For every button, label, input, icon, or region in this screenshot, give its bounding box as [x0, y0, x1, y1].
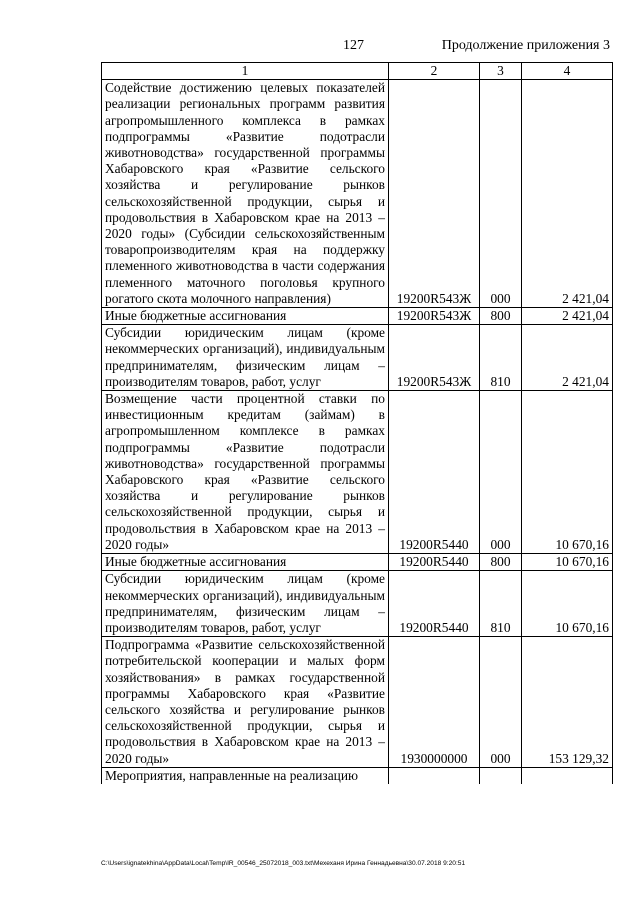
row-description: Иные бюджетные ассигнования — [102, 308, 389, 325]
row-description: Иные бюджетные ассигнования — [102, 554, 389, 571]
row-expense-type: 800 — [480, 308, 522, 325]
row-target-code — [389, 767, 480, 784]
row-target-code: 1930000000 — [389, 637, 480, 768]
row-expense-type: 000 — [480, 391, 522, 554]
row-amount: 10 670,16 — [522, 571, 613, 637]
row-description: Субсидии юридическим лицам (кроме некоммерческих организаций), индивидуальным предпринимателям, физическим лицам – производителям товаров, работ, услуг — [102, 325, 389, 391]
row-description: Подпрограмма «Развитие сельскохозяйственной потребительской кооперации и малых форм хозяйствования» в рамках государственной программы Хабаровского края «Развитие сельского хозяйства и регулирование рынков сельскохозяйственной продукции, сырья и продовольствия в Хабаровском крае на 2013 – 2020 годы» — [102, 637, 389, 768]
column-header: 1 — [102, 63, 389, 80]
column-header: 3 — [480, 63, 522, 80]
row-expense-type: 800 — [480, 554, 522, 571]
row-amount: 2 421,04 — [522, 80, 613, 308]
table-row — [102, 80, 613, 308]
continuation-label: Продолжение приложения 3 — [441, 38, 610, 53]
row-target-code: 19200R5440 — [389, 391, 480, 554]
table-row — [102, 308, 613, 325]
row-expense-type: 000 — [480, 637, 522, 768]
row-description: Мероприятия, направленные на реализацию — [102, 767, 389, 784]
table-header-row — [102, 63, 613, 80]
table-row — [102, 554, 613, 571]
row-target-code: 19200R543Ж — [389, 325, 480, 391]
table-row — [102, 637, 613, 768]
table-row — [102, 325, 613, 391]
row-target-code: 19200R5440 — [389, 571, 480, 637]
column-header: 2 — [389, 63, 480, 80]
row-expense-type — [480, 767, 522, 784]
budget-table — [101, 62, 613, 784]
row-expense-type: 000 — [480, 80, 522, 308]
table-row — [102, 391, 613, 554]
row-description: Содействие достижению целевых показателей реализации региональных программ развития агропромышленного комплекса в рамках подпрограммы «Развитие подотрасли животноводства» государственной программы Хабаровского края «Развитие сельского хозяйства и регулирование рынков сельскохозяйственной продукции, сырья и продовольствия в Хабаровском крае на 2013 – 2020 годы» (Субсидии сельскохозяйственным товаропроизводителям края на поддержку племенного животноводства в части содержания племенного маточного поголовья крупного рогатого скота молочного направления) — [102, 80, 389, 308]
row-target-code: 19200R5440 — [389, 554, 480, 571]
row-description: Субсидии юридическим лицам (кроме некоммерческих организаций), индивидуальным предпринимателям, физическим лицам – производителям товаров, работ, услуг — [102, 571, 389, 637]
table-row — [102, 767, 613, 784]
file-path-footer: C:\Users\ignatekhina\AppData\Local\Temp\IR_00546_25072018_003.txt\Мехеханя Ирина Геннадьевна\30.07.2018 9:20:51 — [101, 860, 466, 867]
row-target-code: 19200R543Ж — [389, 308, 480, 325]
row-amount: 10 670,16 — [522, 554, 613, 571]
row-amount: 153 129,32 — [522, 637, 613, 768]
row-expense-type: 810 — [480, 571, 522, 637]
row-amount: 2 421,04 — [522, 308, 613, 325]
row-amount: 2 421,04 — [522, 325, 613, 391]
table-row — [102, 571, 613, 637]
row-description: Возмещение части процентной ставки по инвестиционным кредитам (займам) в агропромышленном комплексе в рамках подпрограммы «Развитие подотрасли животноводства» государственной программы Хабаровского края «Развитие сельского хозяйства и регулирование рынков сельскохозяйственной продукции, сырья и продовольствия в Хабаровском крае на 2013 – 2020 годы» — [102, 391, 389, 554]
row-expense-type: 810 — [480, 325, 522, 391]
page-number: 127 — [343, 38, 364, 53]
row-amount: 10 670,16 — [522, 391, 613, 554]
column-header: 4 — [522, 63, 613, 80]
row-amount — [522, 767, 613, 784]
row-target-code: 19200R543Ж — [389, 80, 480, 308]
